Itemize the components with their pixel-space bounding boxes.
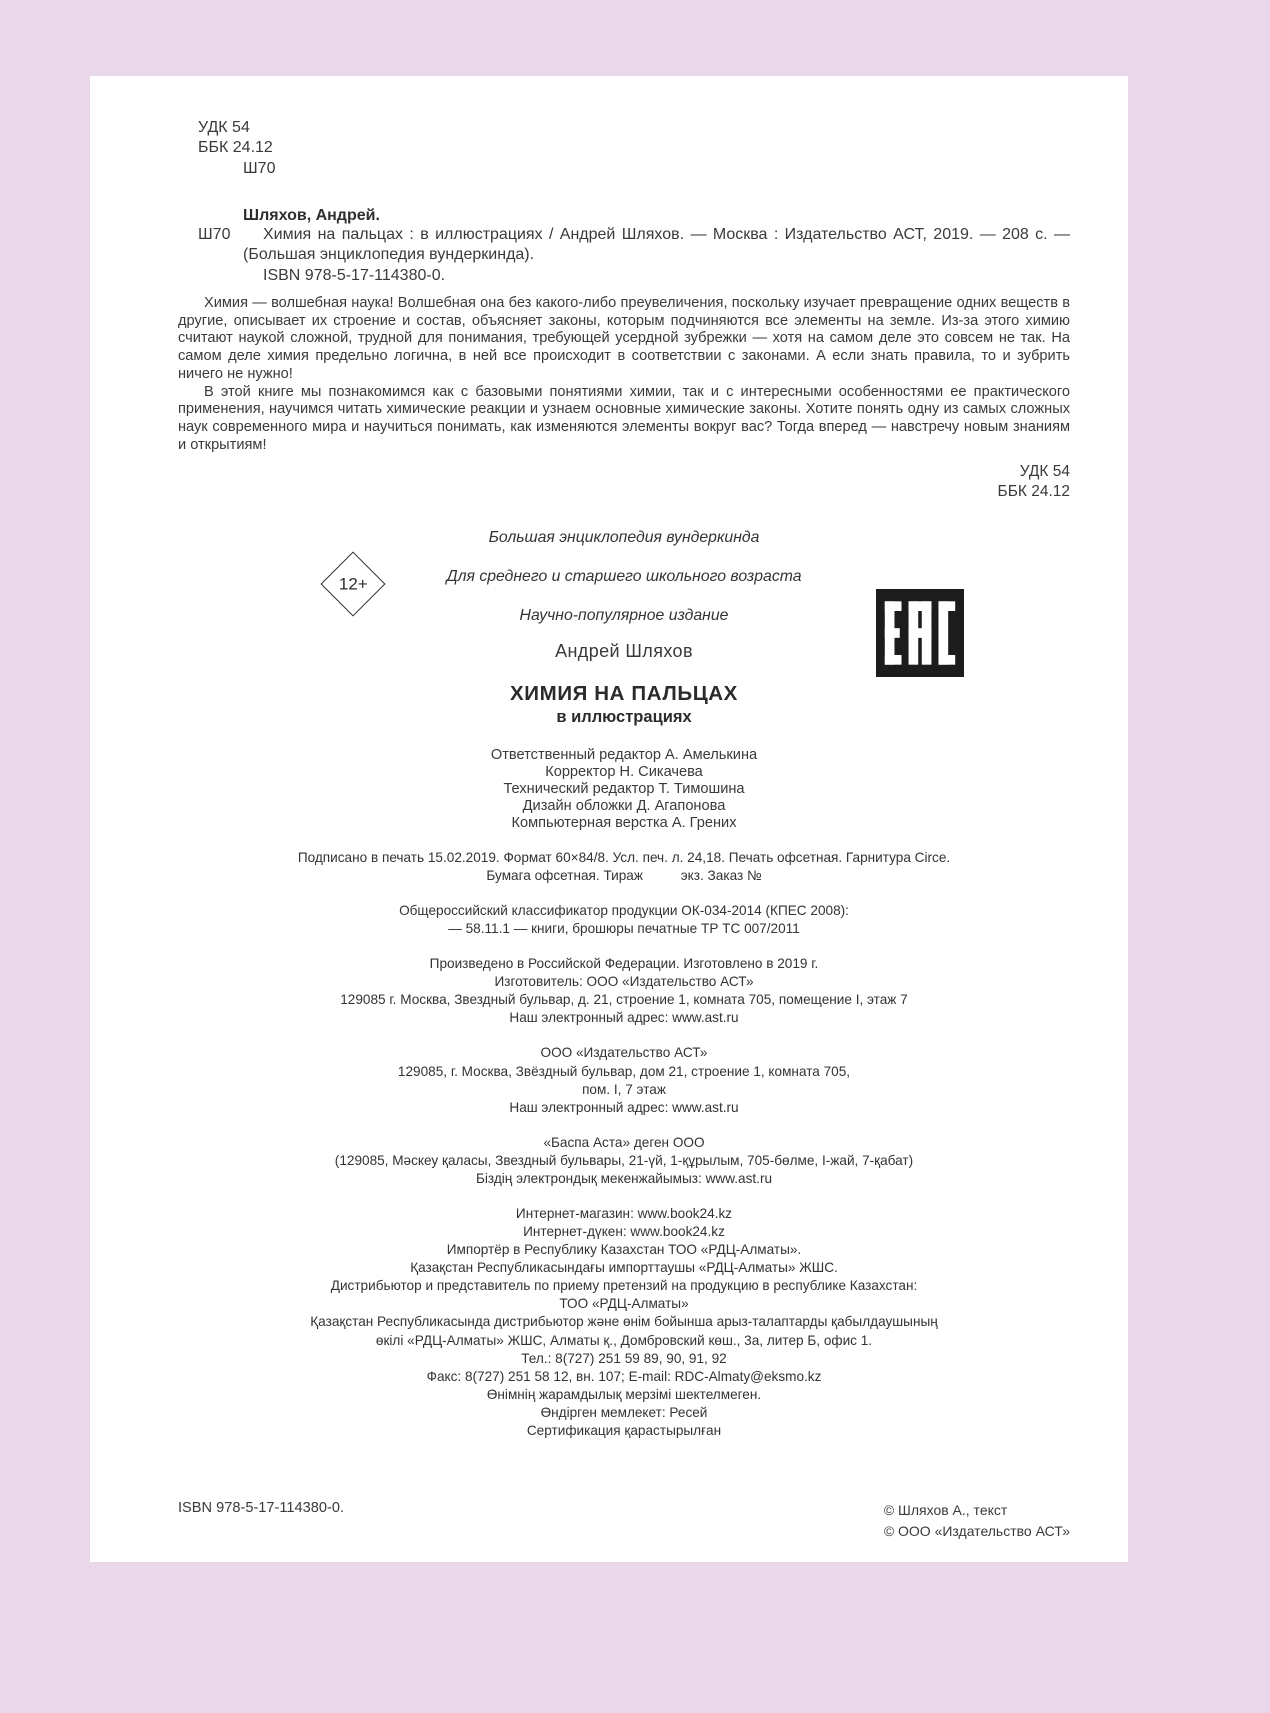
- book-imprint-page: [90, 76, 1128, 1562]
- manufacturer-block: [178, 955, 1070, 1027]
- credit-line: Компьютерная верстка А. Грених: [511, 814, 737, 831]
- credit-line: Технический редактор Т. Тимошина: [503, 781, 745, 798]
- bib-entry: Химия на пальцах : в иллюстрациях / Андрей Шляхов. — Москва : Издательство АСТ, 2019. — 208 с. — (Большая энциклопедия вундеркинда).: [243, 226, 1070, 263]
- author-shifr-code: Ш70: [243, 159, 276, 177]
- imprint-line: Дистрибьютор и представитель по приему претензий на продукцию в республике Казахстан:: [330, 1278, 918, 1294]
- imprint-line: Наш электронный адрес: www.ast.ru: [509, 1010, 739, 1026]
- print-run-block: [178, 849, 1070, 885]
- imprint-line: Изготовитель: ООО «Издательство АСТ»: [494, 974, 754, 990]
- imprint-line: Өндірген мемлекет: Ресей: [540, 1404, 708, 1420]
- imprint-line: Қазақстан Республикасында дистрибьютор және өнім бойынша арыз-талаптарды қабылдаушының: [310, 1314, 938, 1330]
- annotation: [178, 295, 1070, 454]
- imprint-line: — 58.11.1 — книги, брошюры печатные ТР ТС 007/2011: [448, 921, 800, 937]
- imprint-line: 129085, г. Москва, Звёздный бульвар, дом 21, строение 1, комната 705,: [397, 1063, 851, 1079]
- bbk-code: ББК 24.12: [198, 139, 273, 157]
- copyright-line: © ООО «Издательство АСТ»: [883, 1523, 1070, 1539]
- credit-line: Ответственный редактор А. Амелькина: [490, 747, 758, 764]
- classification-codes-top: [198, 118, 1070, 179]
- eac-conformity-mark-icon: [876, 589, 964, 677]
- imprint-line: Тел.: 8(727) 251 59 89, 90, 91, 92: [521, 1350, 727, 1366]
- bibliographic-record: [178, 206, 1070, 286]
- classifier-block: [178, 902, 1070, 938]
- imprint-line: «Баспа Аста» деген ООО: [543, 1134, 705, 1150]
- imprint-line: Произведено в Российской Федерации. Изготовлено в 2019 г.: [429, 956, 819, 972]
- copyright-lines: [884, 1500, 1070, 1542]
- footer-isbn: ISBN 978-5-17-114380-0.: [178, 1500, 345, 1516]
- imprint-line: ООО «Издательство АСТ»: [540, 1045, 708, 1061]
- udk-code: УДК 54: [198, 119, 250, 136]
- edition-type-line: Научно-популярное издание: [519, 607, 729, 625]
- imprint-line: Өнімнің жарамдылық мерзімі шектелмеген.: [486, 1386, 762, 1402]
- annotation-paragraph-2: В этой книге мы познакомимся как с базовыми понятиями химии, так и с интересными особенностями ее практического применения, научимся читать химические реакции и узнаем основные химические законы. Хотите понять одну из самых сложных наук современного мира и научиться понимать, как изменяются элементы вокруг вас? Тогда вперед — навстречу новым знаниям и открытиям!: [178, 383, 1070, 453]
- imprint-line: Факс: 8(727) 251 58 12, вн. 107; E-mail: RDC-Almaty@eksmo.kz: [426, 1368, 822, 1384]
- udk-code-right: УДК 54: [1019, 463, 1070, 481]
- imprint-line: Общероссийский классификатор продукции ОК-034-2014 (КПЕС 2008):: [399, 902, 849, 918]
- bib-shifr-code: Ш70: [198, 226, 231, 244]
- audience-line: Для среднего и старшего школьного возраста: [446, 568, 802, 586]
- imprint-line: Қазақстан Республикасындағы импорттаушы «РДЦ-Алматы» ЖШС.: [410, 1260, 838, 1276]
- age-rating-label: 12+: [338, 574, 368, 594]
- imprint-line: Бумага офсетная. Тираж экз. Заказ №: [486, 867, 762, 883]
- page-footer: [178, 1500, 1070, 1542]
- publisher-block: [178, 1044, 1070, 1116]
- imprint-line: Біздің электрондық мекенжайымыз: www.ast.ru: [475, 1170, 773, 1186]
- bib-entry-row: [178, 225, 1070, 264]
- imprint-line: 129085 г. Москва, Звездный бульвар, д. 21, строение 1, комната 705, помещение I, этаж 7: [340, 992, 908, 1008]
- imprint-line: Импортёр в Республику Казахстан ТОО «РДЦ-Алматы».: [446, 1242, 802, 1258]
- book-subtitle: в иллюстрациях: [556, 708, 692, 727]
- imprint-line: Интернет-дүкен: www.book24.kz: [523, 1224, 725, 1240]
- book-title: ХИМИЯ НА ПАЛЬЦАХ: [510, 682, 738, 706]
- imprint-line: Сертификация қарастырылған: [526, 1422, 722, 1438]
- edition-block: [178, 521, 1070, 733]
- series-title: Большая энциклопедия вундеркинда: [488, 529, 760, 547]
- imprint-line: ТОО «РДЦ-Алматы»: [559, 1296, 689, 1312]
- distributor-block: [178, 1205, 1070, 1440]
- imprint-line: пом. I, 7 этаж: [582, 1081, 666, 1097]
- imprint-line: (129085, Мәскеу қаласы, Звездный бульвары, 21-үй, 1-құрылым, 705-бөлме, I-жай, 7-қабат): [334, 1152, 914, 1168]
- credit-line: Дизайн обложки Д. Агапонова: [522, 797, 726, 814]
- bib-author: Шляхов, Андрей.: [243, 206, 380, 224]
- imprint-line: өкілі «РДЦ-Алматы» ЖШС, Алматы қ., Домбровский көш., 3а, литер Б, офис 1.: [375, 1332, 873, 1348]
- bbk-code-right: ББК 24.12: [997, 482, 1070, 500]
- annotation-paragraph-1: Химия — волшебная наука! Волшебная она без какого-либо преувеличения, поскольку изучает превращение одних веществ в другие, описывает их строение и состав, объясняет законы, которым подчиняются все элементы на земле. Из-за этого химию считают наукой сложной, трудной для понимания, требующей усердной зубрежки — хотя на самом деле это совсем не так. На самом деле химия предельно логична, в ней все происходит в соответствии с законами. А если знать правила, то и зубрить ничего не нужно!: [178, 295, 1070, 382]
- copyright-line: © Шляхов А., текст: [883, 1502, 1008, 1518]
- imprint-line: Подписано в печать 15.02.2019. Формат 60×84/8. Усл. печ. л. 24,18. Печать офсетная. Гарнитура Circe.: [297, 849, 951, 865]
- publisher-kz-block: [178, 1134, 1070, 1188]
- staff-credits: [178, 747, 1070, 832]
- classification-codes-right: [178, 462, 1070, 501]
- book-author: Андрей Шляхов: [555, 641, 693, 662]
- bib-isbn: ISBN 978-5-17-114380-0.: [263, 267, 446, 285]
- imprint-section: [178, 849, 1070, 1440]
- credit-line: Корректор Н. Сикачева: [545, 764, 703, 781]
- imprint-line: Наш электронный адрес: www.ast.ru: [509, 1099, 739, 1115]
- imprint-line: Интернет-магазин: www.book24.kz: [515, 1206, 733, 1221]
